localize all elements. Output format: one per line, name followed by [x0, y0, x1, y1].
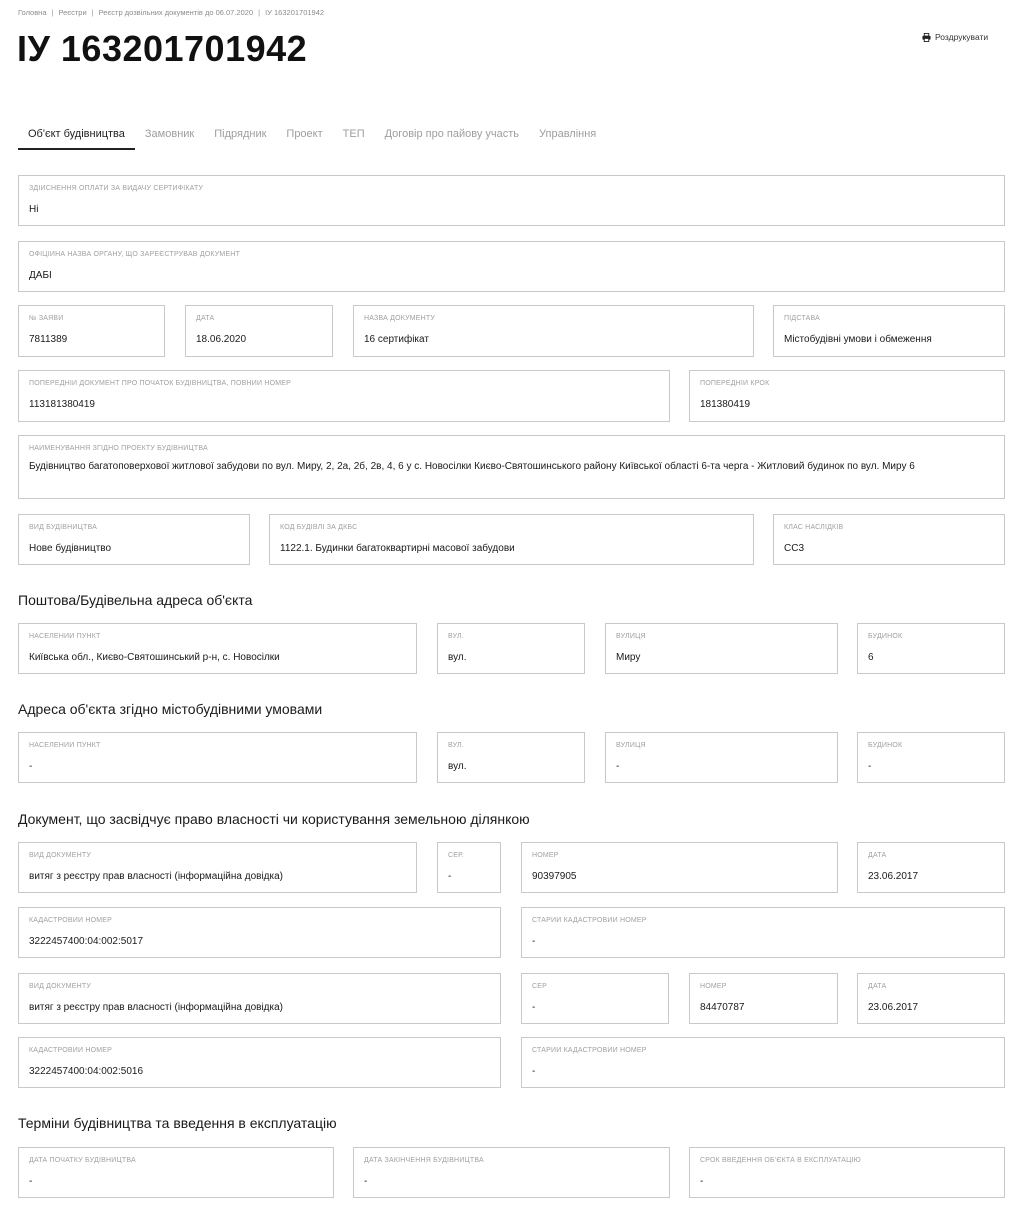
field-organ	[18, 241, 1005, 292]
field-label: КОД БУДІВЛІ ЗА ДКБС	[280, 524, 358, 531]
field-old-cadastral-number	[521, 1037, 1005, 1088]
field-value: -	[700, 1176, 704, 1187]
field-value: вул.	[448, 652, 467, 663]
breadcrumb-separator: |	[51, 8, 54, 17]
tab-customer[interactable]: Замовник	[144, 128, 195, 140]
field-value: -	[29, 1176, 33, 1187]
field-label: НОМЕР	[700, 983, 727, 990]
section-heading-terms: Терміни будівництва та введення в експлуатацію	[18, 1115, 337, 1131]
field-label: КЛАС НАСЛІДКІВ	[784, 524, 844, 531]
field-value: -	[532, 1066, 536, 1077]
field-value: -	[364, 1176, 368, 1187]
field-value: 1122.1. Будинки багатоквартирні масової забудови	[280, 543, 515, 554]
field-series	[437, 842, 501, 893]
field-settlement	[18, 623, 417, 674]
field-label: НАСЕЛЕНИЙ ПУНКТ	[29, 742, 101, 749]
field-label: НАЙМЕНУВАННЯ ЗГІДНО ПРОЕКТУ БУДІВНИЦТВА	[29, 445, 208, 452]
field-street	[605, 732, 838, 783]
field-value: 18.06.2020	[196, 334, 247, 345]
field-cadastral-number	[18, 907, 501, 958]
field-value: 6	[868, 652, 874, 663]
field-label: ПОПЕРЕДНІЙ ДОКУМЕНТ ПРО ПОЧАТОК БУДІВНИЦТВА, ПОВНИЙ НОМЕР	[29, 380, 292, 387]
section-heading-urban-address: Адреса об'єкта згідно містобудівними умовами	[18, 701, 323, 717]
field-value: -	[868, 761, 872, 772]
field-document-type	[18, 973, 501, 1024]
tab-object[interactable]: Об'єкт будівництва	[18, 124, 135, 150]
field-label: СТАРИЙ КАДАСТРОВИЙ НОМЕР	[532, 917, 647, 924]
field-label: БУДИНОК	[868, 742, 903, 749]
tab-share-agreement[interactable]: Договір про пайову участь	[384, 128, 520, 140]
field-build-type	[18, 514, 250, 565]
field-value: 3222457400:04:002:5017	[29, 936, 144, 947]
field-old-cadastral-number	[521, 907, 1005, 958]
field-value: ДАБІ	[29, 270, 52, 281]
breadcrumb-separator: |	[258, 8, 261, 17]
tab-contractor[interactable]: Підрядник	[214, 128, 267, 140]
section-heading-land-documents: Документ, що засвідчує право власності чи користування земельною ділянкою	[18, 811, 530, 827]
print-button-label: Роздрукувати	[935, 32, 989, 42]
breadcrumb-current: ІУ 163201701942	[265, 8, 325, 17]
field-label: № ЗАЯВИ	[29, 315, 64, 322]
field-value: 23.06.2017	[868, 1002, 919, 1013]
field-construction-end-date	[353, 1147, 670, 1198]
field-previous-step	[689, 370, 1005, 422]
field-consequence-class	[773, 514, 1005, 565]
field-label: ДАТА ПОЧАТКУ БУДІВНИЦТВА	[29, 1157, 136, 1164]
field-label: ЗДІЙСНЕННЯ ОПЛАТИ ЗА ВИДАЧУ СЕРТИФІКАТУ	[29, 185, 204, 192]
breadcrumb-registers[interactable]: Реєстри	[58, 8, 87, 17]
field-label: ПОПЕРЕДНІЙ КРОК	[700, 380, 770, 387]
field-building	[857, 732, 1005, 783]
field-previous-document	[18, 370, 670, 422]
field-value: 113181380419	[29, 399, 95, 410]
breadcrumb	[18, 8, 324, 17]
field-value: 16 сертифікат	[364, 334, 429, 345]
field-document-date	[857, 842, 1005, 893]
field-label: ВИД ДОКУМЕНТУ	[29, 983, 92, 990]
field-label: ВУЛ.	[448, 742, 464, 749]
field-label: БУДИНОК	[868, 633, 903, 640]
field-label: НАСЕЛЕНИЙ ПУНКТ	[29, 633, 101, 640]
field-value: -	[616, 761, 620, 772]
field-label: СЕР.	[448, 852, 464, 859]
field-label: ДАТА	[868, 983, 887, 990]
field-value: 7811389	[29, 334, 68, 345]
field-construction-start-date	[18, 1147, 334, 1198]
field-label: НАЗВА ДОКУМЕНТУ	[364, 315, 435, 322]
field-label: НОМЕР	[532, 852, 559, 859]
field-document-date	[857, 973, 1005, 1024]
field-label: ОФІЦІЙНА НАЗВА ОРГАНУ, ЩО ЗАРЕЄСТРУВАВ ДОКУМЕНТ	[29, 251, 241, 258]
field-value: -	[532, 936, 536, 947]
field-street	[605, 623, 838, 674]
field-value: Ні	[29, 204, 39, 215]
field-label: ВУЛИЦЯ	[616, 633, 646, 640]
tab-management[interactable]: Управління	[539, 128, 597, 140]
field-value: Містобудівні умови і обмеження	[784, 334, 932, 345]
field-value: СС3	[784, 543, 805, 554]
field-value: вул.	[448, 761, 467, 772]
field-value: -	[532, 1002, 536, 1013]
field-label: КАДАСТРОВИЙ НОМЕР	[29, 1047, 113, 1054]
tab-tep[interactable]: ТЕП	[342, 128, 365, 140]
field-application-number	[18, 305, 165, 357]
field-value: -	[29, 761, 33, 772]
field-value: Нове будівництво	[29, 543, 112, 554]
field-value: Київська обл., Києво-Святошинський р-н, с. Новосілки	[29, 652, 280, 663]
field-cadastral-number	[18, 1037, 501, 1088]
field-value: витяг з реєстру прав власності (інформаційна довідка)	[29, 1002, 283, 1013]
field-value: Будівництво багатоповерхової житлової забудови по вул. Миру, 2, 2а, 2б, 2в, 4, 6 у с. Новосілки Києво-Святошинського району Київської області 6-та черга - Житловий будинок по вул. Миру 6	[29, 461, 915, 472]
field-label: ВИД БУДІВНИЦТВА	[29, 524, 97, 531]
field-value: 84470787	[700, 1002, 745, 1013]
tab-bar	[18, 124, 606, 150]
field-value: 3222457400:04:002:5016	[29, 1066, 144, 1077]
field-value: 90397905	[532, 871, 577, 882]
field-value: 23.06.2017	[868, 871, 919, 882]
field-value: 181380419	[700, 399, 751, 410]
field-document-type	[18, 842, 417, 893]
breadcrumb-registry[interactable]: Реєстр дозвільних документів до 06.07.2020	[98, 8, 254, 17]
field-label: СТАРИЙ КАДАСТРОВИЙ НОМЕР	[532, 1047, 647, 1054]
field-label: СЕР	[532, 983, 547, 990]
field-project-name	[18, 435, 1005, 499]
breadcrumb-home[interactable]: Головна	[18, 8, 47, 17]
field-commissioning-term	[689, 1147, 1005, 1198]
page-title: ІУ 163201701942	[17, 28, 308, 69]
field-settlement	[18, 732, 417, 783]
breadcrumb-separator: |	[91, 8, 94, 17]
print-button[interactable]	[922, 32, 988, 42]
field-label: СРОК ВВЕДЕННЯ ОБ'ЄКТА В ЕКСПЛУАТАЦІЮ	[700, 1157, 861, 1164]
printer-icon	[922, 33, 931, 42]
section-heading-postal-address: Поштова/Будівельна адреса об'єкта	[18, 592, 253, 608]
field-street-type	[437, 623, 585, 674]
field-value: Миру	[616, 652, 641, 663]
field-document-name	[353, 305, 754, 357]
field-label: ДАТА ЗАКІНЧЕННЯ БУДІВНИЦТВА	[364, 1157, 484, 1164]
field-label: ВУЛ.	[448, 633, 464, 640]
field-building	[857, 623, 1005, 674]
field-building-code	[269, 514, 754, 565]
field-date	[185, 305, 333, 357]
field-label: ДАТА	[868, 852, 887, 859]
field-value: -	[448, 871, 452, 882]
field-label: КАДАСТРОВИЙ НОМЕР	[29, 917, 113, 924]
field-basis	[773, 305, 1005, 357]
field-label: ДАТА	[196, 315, 215, 322]
field-number	[689, 973, 838, 1024]
field-series	[521, 973, 669, 1024]
field-payment	[18, 175, 1005, 226]
field-label: ВУЛИЦЯ	[616, 742, 646, 749]
field-number	[521, 842, 838, 893]
field-label: ПІДСТАВА	[784, 315, 820, 322]
field-street-type	[437, 732, 585, 783]
field-value: витяг з реєстру прав власності (інформаційна довідка)	[29, 871, 283, 882]
field-label: ВИД ДОКУМЕНТУ	[29, 852, 92, 859]
tab-project[interactable]: Проект	[286, 128, 323, 140]
